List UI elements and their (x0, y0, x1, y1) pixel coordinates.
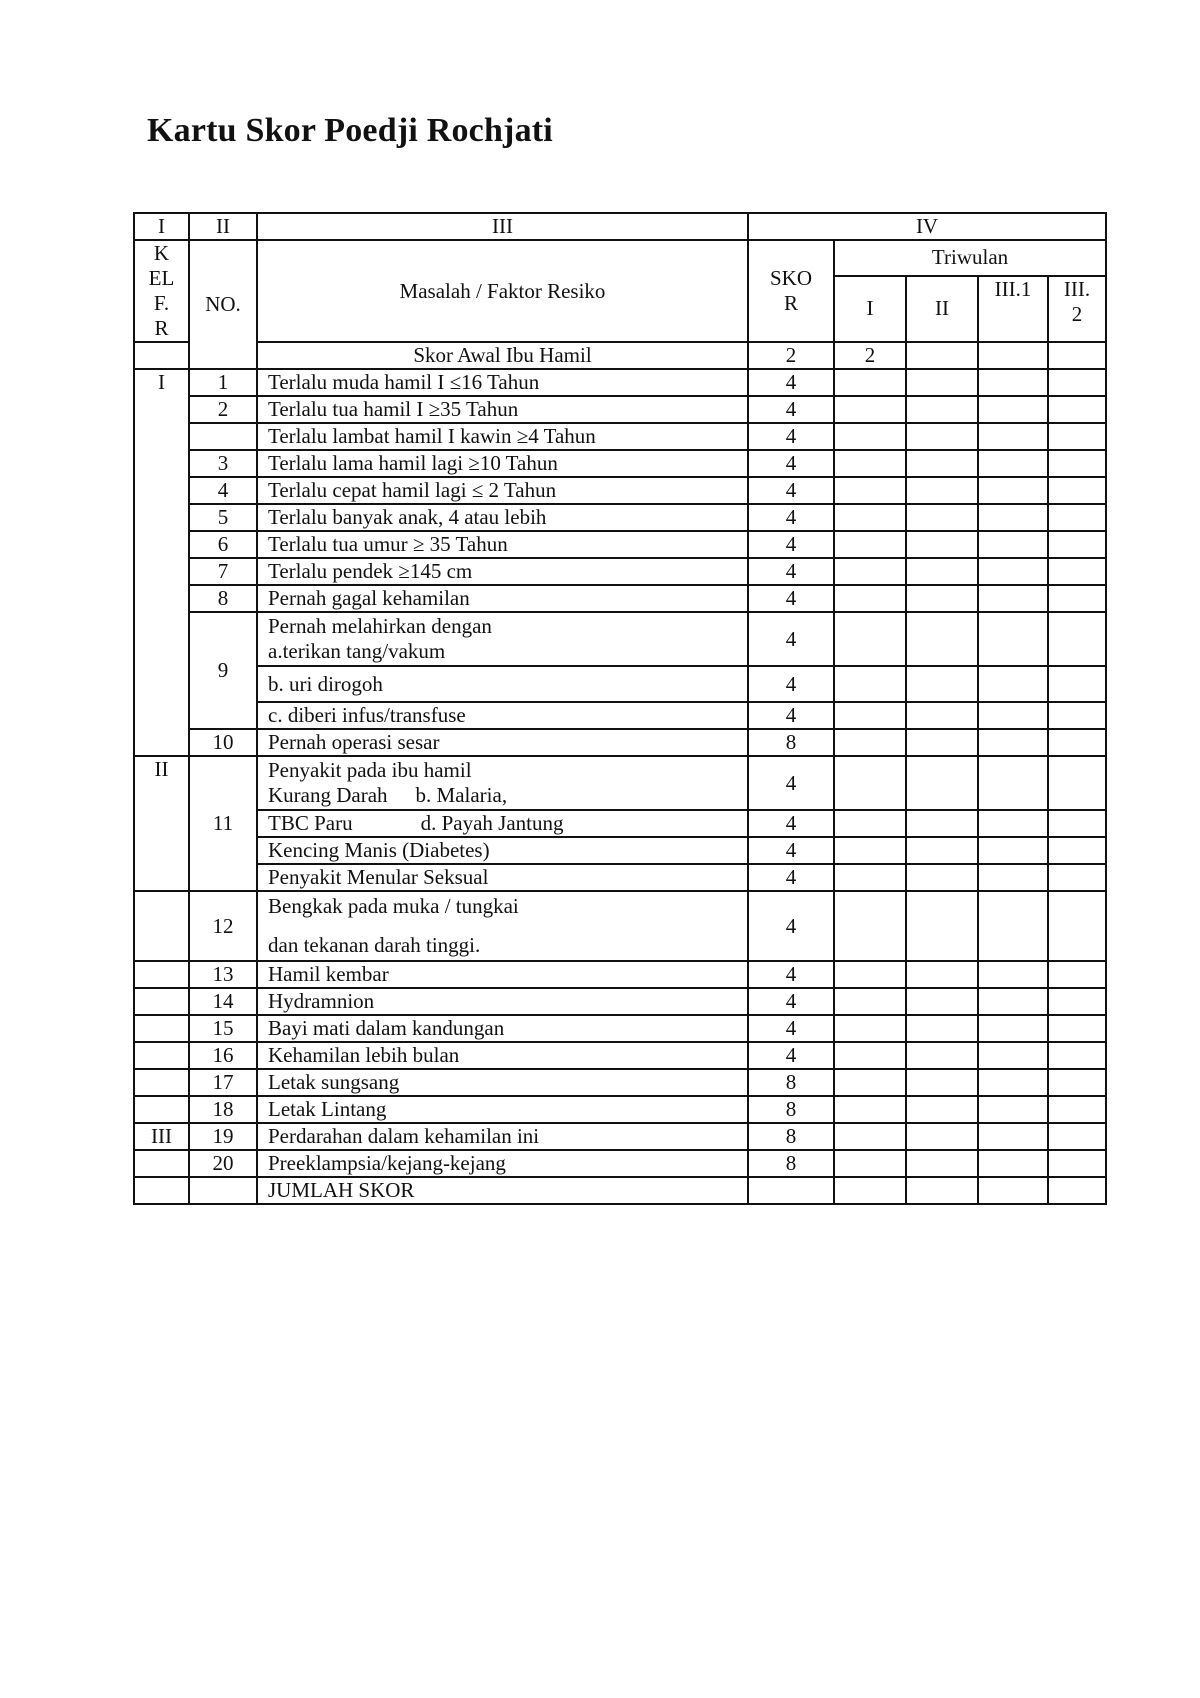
tw3-2-cell (1048, 961, 1106, 988)
tw3-2-cell (1048, 531, 1106, 558)
skor-cell: 4 (748, 396, 834, 423)
table-row (134, 702, 1106, 729)
tw3-2-cell (1048, 837, 1106, 864)
kelompok-cell (134, 1096, 189, 1123)
header-triwulan-i: I (834, 276, 906, 342)
no-cell (189, 423, 257, 450)
tw2-cell (906, 988, 978, 1015)
no-cell: 14 (189, 988, 257, 1015)
tw3-1-cell (978, 450, 1048, 477)
tw3-2-cell (1048, 1150, 1106, 1177)
header-triwulan: Triwulan (834, 240, 1106, 276)
jumlah-skor-row (134, 1177, 1106, 1204)
tw1-cell (834, 988, 906, 1015)
tw3-1-cell (978, 891, 1048, 961)
tw3-2-cell (1048, 585, 1106, 612)
table-row (134, 558, 1106, 585)
tw3-2-cell (1048, 1096, 1106, 1123)
tw2-cell (906, 504, 978, 531)
table-row (134, 585, 1106, 612)
skor-cell: 4 (748, 450, 834, 477)
no-cell: 2 (189, 396, 257, 423)
header-masalah: Masalah / Faktor Resiko (257, 240, 748, 342)
tw3-2-cell (1048, 423, 1106, 450)
skor-cell: 4 (748, 558, 834, 585)
masalah-line: Penyakit pada ibu hamil (268, 758, 472, 782)
tw1-cell (834, 369, 906, 396)
header-kel-fr-line: K (153, 241, 170, 265)
skor-awal-tw3-1 (978, 342, 1048, 369)
table-row (134, 961, 1106, 988)
tw3-2-cell (1048, 1042, 1106, 1069)
tw2-cell (906, 1177, 978, 1204)
header-skor-line: R (783, 291, 798, 315)
tw2-cell (906, 369, 978, 396)
no-cell: 11 (189, 756, 257, 891)
tw1-cell (834, 702, 906, 729)
tw3-2-cell (1048, 450, 1106, 477)
tw1-cell (834, 864, 906, 891)
header-col-iv: IV (748, 213, 1106, 240)
tw2-cell (906, 450, 978, 477)
skor-cell: 4 (748, 612, 834, 666)
table-row (134, 1042, 1106, 1069)
skor-awal-kel (134, 342, 189, 369)
skor-awal-tw3-2 (1048, 342, 1106, 369)
masalah-cell: Letak Lintang (257, 1096, 748, 1123)
header-kel-fr-line: EL (148, 266, 175, 290)
tw2-cell (906, 756, 978, 810)
skor-cell: 4 (748, 666, 834, 702)
tw3-1-cell (978, 810, 1048, 837)
masalah-cell: Hamil kembar (257, 961, 748, 988)
no-cell: 10 (189, 729, 257, 756)
tw3-1-cell (978, 585, 1048, 612)
tw2-cell (906, 1069, 978, 1096)
tw1-cell (834, 504, 906, 531)
skor-cell: 8 (748, 1069, 834, 1096)
tw3-2-cell (1048, 756, 1106, 810)
jumlah-label: JUMLAH SKOR (257, 1177, 748, 1204)
table-row (134, 1069, 1106, 1096)
masalah-cell: Pernah operasi sesar (257, 729, 748, 756)
masalah-cell: Kencing Manis (Diabetes) (257, 837, 748, 864)
tw3-1-cell (978, 961, 1048, 988)
tw3-2-cell (1048, 729, 1106, 756)
skor-cell: 4 (748, 988, 834, 1015)
masalah-cell (257, 756, 748, 810)
masalah-cell: Terlalu cepat hamil lagi ≤ 2 Tahun (257, 477, 748, 504)
tw3-1-cell (978, 756, 1048, 810)
no-cell: 1 (189, 369, 257, 396)
tw3-1-cell (978, 477, 1048, 504)
tw2-cell (906, 810, 978, 837)
tw3-2-cell (1048, 504, 1106, 531)
tw3-1-cell (978, 1015, 1048, 1042)
masalah-line: dan tekanan darah tinggi. (268, 933, 481, 957)
kelompok-cell (134, 1042, 189, 1069)
masalah-cell: Terlalu tua umur ≥ 35 Tahun (257, 531, 748, 558)
table-row (134, 477, 1106, 504)
tw2-cell (906, 585, 978, 612)
table-row (134, 612, 1106, 666)
tw2-cell (906, 1123, 978, 1150)
skor-awal-tw2 (906, 342, 978, 369)
tw3-1-cell (978, 1123, 1048, 1150)
table-row (134, 837, 1106, 864)
masalah-cell: c. diberi infus/transfuse (257, 702, 748, 729)
tw3-2-cell (1048, 396, 1106, 423)
table-row (134, 729, 1106, 756)
masalah-cell: Pernah gagal kehamilan (257, 585, 748, 612)
skor-awal-skor: 2 (748, 342, 834, 369)
header-triwulan-iii-2-line: III. (1063, 276, 1091, 301)
skor-cell: 4 (748, 810, 834, 837)
skor-cell: 4 (748, 1015, 834, 1042)
tw2-cell (906, 702, 978, 729)
tw3-2-cell (1048, 666, 1106, 702)
tw3-2-cell (1048, 1177, 1106, 1204)
header-no: NO. (189, 240, 257, 369)
skor-cell: 8 (748, 1150, 834, 1177)
jumlah-kel (134, 1177, 189, 1204)
table-row (134, 756, 1106, 810)
no-cell: 4 (189, 477, 257, 504)
tw1-cell (834, 666, 906, 702)
masalah-part: d. Payah Jantung (420, 811, 564, 835)
tw3-1-cell (978, 1069, 1048, 1096)
tw2-cell (906, 729, 978, 756)
masalah-part: b. Malaria, (415, 783, 508, 807)
table-row (134, 1096, 1106, 1123)
header-kel-fr-line: F. (153, 291, 170, 315)
skor-awal-row (134, 342, 1106, 369)
table-row (134, 504, 1106, 531)
masalah-line (268, 783, 743, 808)
tw3-1-cell (978, 837, 1048, 864)
kelompok-cell (134, 961, 189, 988)
masalah-cell (257, 891, 748, 961)
masalah-part: TBC Paru (268, 811, 353, 835)
tw3-1-cell (978, 1150, 1048, 1177)
no-cell: 17 (189, 1069, 257, 1096)
tw3-1-cell (978, 558, 1048, 585)
tw1-cell (834, 961, 906, 988)
header-skor (748, 240, 834, 342)
skor-cell: 4 (748, 756, 834, 810)
masalah-cell: Terlalu muda hamil I ≤16 Tahun (257, 369, 748, 396)
tw1-cell (834, 531, 906, 558)
tw2-cell (906, 864, 978, 891)
page-title: Kartu Skor Poedji Rochjati (147, 112, 553, 149)
masalah-line: Pernah melahirkan dengan (268, 614, 492, 638)
tw1-cell (834, 477, 906, 504)
tw3-1-cell (978, 1096, 1048, 1123)
masalah-cell: Terlalu lambat hamil I kawin ≥4 Tahun (257, 423, 748, 450)
tw3-2-cell (1048, 558, 1106, 585)
tw3-1-cell (978, 369, 1048, 396)
tw1-cell (834, 612, 906, 666)
masalah-cell: Preeklampsia/kejang-kejang (257, 1150, 748, 1177)
masalah-cell (257, 810, 748, 837)
skor-cell: 4 (748, 891, 834, 961)
table-row (134, 891, 1106, 961)
tw1-cell (834, 729, 906, 756)
skor-cell: 4 (748, 477, 834, 504)
no-cell: 18 (189, 1096, 257, 1123)
tw2-cell (906, 423, 978, 450)
table-row (134, 810, 1106, 837)
tw3-1-cell (978, 423, 1048, 450)
kelompok-cell: II (134, 756, 189, 891)
header-kel-fr-line: R (154, 316, 169, 340)
masalah-cell: Letak sungsang (257, 1069, 748, 1096)
tw2-cell (906, 1150, 978, 1177)
tw2-cell (906, 396, 978, 423)
kelompok-cell (134, 988, 189, 1015)
tw1-cell (834, 423, 906, 450)
no-cell: 8 (189, 585, 257, 612)
tw2-cell (906, 666, 978, 702)
risk-score-table (133, 212, 1107, 1205)
tw3-1-cell (978, 396, 1048, 423)
tw3-1-cell (978, 702, 1048, 729)
tw3-2-cell (1048, 810, 1106, 837)
tw1-cell (834, 1177, 906, 1204)
skor-cell: 8 (748, 1096, 834, 1123)
tw3-1-cell (978, 666, 1048, 702)
masalah-cell: Terlalu pendek ≥145 cm (257, 558, 748, 585)
tw3-1-cell (978, 531, 1048, 558)
table-row (134, 1123, 1106, 1150)
tw3-2-cell (1048, 477, 1106, 504)
tw3-1-cell (978, 988, 1048, 1015)
kelompok-cell (134, 891, 189, 961)
no-cell: 12 (189, 891, 257, 961)
tw3-2-cell (1048, 1015, 1106, 1042)
masalah-cell: b. uri dirogoh (257, 666, 748, 702)
skor-cell: 4 (748, 1042, 834, 1069)
tw3-2-cell (1048, 369, 1106, 396)
table-row (134, 396, 1106, 423)
masalah-cell: Terlalu lama hamil lagi ≥10 Tahun (257, 450, 748, 477)
tw1-cell (834, 1069, 906, 1096)
tw2-cell (906, 1096, 978, 1123)
no-cell: 15 (189, 1015, 257, 1042)
tw1-cell (834, 1096, 906, 1123)
no-cell: 6 (189, 531, 257, 558)
masalah-cell: Bayi mati dalam kandungan (257, 1015, 748, 1042)
kelompok-cell: I (134, 369, 189, 756)
header-kel-fr (134, 240, 189, 342)
jumlah-no (189, 1177, 257, 1204)
tw1-cell (834, 1150, 906, 1177)
tw1-cell (834, 450, 906, 477)
no-cell: 20 (189, 1150, 257, 1177)
tw1-cell (834, 837, 906, 864)
jumlah-skor-cell (748, 1177, 834, 1204)
skor-cell: 4 (748, 423, 834, 450)
tw2-cell (906, 1015, 978, 1042)
skor-cell: 8 (748, 1123, 834, 1150)
table-row (134, 369, 1106, 396)
skor-awal-label: Skor Awal Ibu Hamil (257, 342, 748, 369)
tw3-2-cell (1048, 702, 1106, 729)
tw3-2-cell (1048, 988, 1106, 1015)
tw1-cell (834, 810, 906, 837)
skor-cell: 4 (748, 504, 834, 531)
tw2-cell (906, 837, 978, 864)
no-cell: 7 (189, 558, 257, 585)
skor-cell: 4 (748, 702, 834, 729)
tw3-1-cell (978, 729, 1048, 756)
no-cell: 9 (189, 612, 257, 729)
tw3-2-cell (1048, 612, 1106, 666)
table-header-roman (134, 213, 1106, 240)
tw1-cell (834, 558, 906, 585)
tw2-cell (906, 961, 978, 988)
no-cell: 13 (189, 961, 257, 988)
masalah-line: a.terikan tang/vakum (268, 639, 446, 663)
table-row (134, 531, 1106, 558)
tw1-cell (834, 1123, 906, 1150)
tw1-cell (834, 1042, 906, 1069)
skor-awal-tw1: 2 (834, 342, 906, 369)
tw2-cell (906, 612, 978, 666)
tw3-2-cell (1048, 1123, 1106, 1150)
masalah-cell: Perdarahan dalam kehamilan ini (257, 1123, 748, 1150)
tw3-1-cell (978, 504, 1048, 531)
table-row (134, 666, 1106, 702)
no-cell: 5 (189, 504, 257, 531)
tw2-cell (906, 531, 978, 558)
tw1-cell (834, 891, 906, 961)
masalah-cell (257, 612, 748, 666)
masalah-line: Bengkak pada muka / tungkai (268, 894, 519, 918)
tw3-2-cell (1048, 1069, 1106, 1096)
tw2-cell (906, 477, 978, 504)
tw3-2-cell (1048, 891, 1106, 961)
header-col-i: I (134, 213, 189, 240)
masalah-part: Kurang Darah (268, 783, 388, 807)
header-triwulan-ii: II (906, 276, 978, 342)
masalah-cell: Terlalu banyak anak, 4 atau lebih (257, 504, 748, 531)
tw1-cell (834, 756, 906, 810)
masalah-cell: Penyakit Menular Seksual (257, 864, 748, 891)
kelompok-cell (134, 1069, 189, 1096)
no-cell: 3 (189, 450, 257, 477)
tw1-cell (834, 1015, 906, 1042)
masalah-cell: Hydramnion (257, 988, 748, 1015)
tw3-1-cell (978, 864, 1048, 891)
header-triwulan-iii-2 (1048, 276, 1106, 342)
header-col-iii: III (257, 213, 748, 240)
kelompok-cell (134, 1150, 189, 1177)
kelompok-cell: III (134, 1123, 189, 1150)
table-row (134, 864, 1106, 891)
table-row (134, 450, 1106, 477)
table-header-labels (134, 240, 1106, 276)
header-col-ii: II (189, 213, 257, 240)
header-triwulan-iii-1: III.1 (978, 276, 1048, 342)
tw3-1-cell (978, 1042, 1048, 1069)
table-row (134, 423, 1106, 450)
no-cell: 16 (189, 1042, 257, 1069)
tw1-cell (834, 396, 906, 423)
tw3-2-cell (1048, 864, 1106, 891)
skor-cell: 4 (748, 864, 834, 891)
table-row (134, 1015, 1106, 1042)
table-row (134, 988, 1106, 1015)
skor-cell: 4 (748, 961, 834, 988)
header-skor-line: SKO (769, 266, 812, 290)
skor-cell: 4 (748, 837, 834, 864)
tw2-cell (906, 891, 978, 961)
skor-cell: 4 (748, 585, 834, 612)
kelompok-cell (134, 1015, 189, 1042)
tw2-cell (906, 558, 978, 585)
tw3-1-cell (978, 1177, 1048, 1204)
table-row (134, 1150, 1106, 1177)
skor-cell: 4 (748, 369, 834, 396)
masalah-cell: Kehamilan lebih bulan (257, 1042, 748, 1069)
header-triwulan-iii-2-line: 2 (1071, 301, 1083, 326)
no-cell: 19 (189, 1123, 257, 1150)
skor-cell: 8 (748, 729, 834, 756)
masalah-cell: Terlalu tua hamil I ≥35 Tahun (257, 396, 748, 423)
skor-cell: 4 (748, 531, 834, 558)
tw3-1-cell (978, 612, 1048, 666)
tw2-cell (906, 1042, 978, 1069)
tw1-cell (834, 585, 906, 612)
